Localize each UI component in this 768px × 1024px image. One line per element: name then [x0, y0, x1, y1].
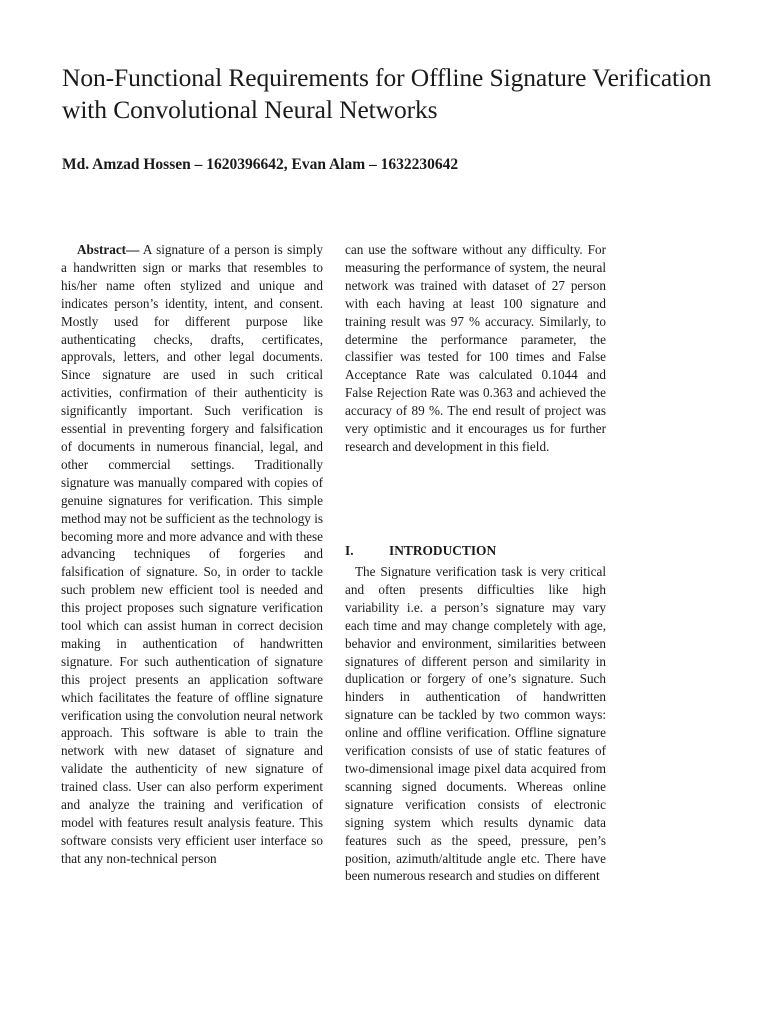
section-heading [345, 542, 606, 560]
paper-title: Non-Functional Requirements for Offline Signature Verification with Convolutional Neural Networks [62, 63, 712, 124]
abstract-paragraph [61, 241, 323, 868]
abstract-label: Abstract— [77, 242, 140, 257]
abstract-column-right [345, 241, 606, 456]
section-title: INTRODUCTION [389, 543, 497, 558]
abstract-text-left: A signature of a person is simply a handwritten sign or marks that resembles to his/her name often stylized and unique and indicates person’s identity, intent, and consent. Mostly used for different purpose like authenticating checks, drafts, certificates, approvals, letters, and other legal documents. Since signature are used in such critical activities, confirmation of their authenticity is significantly important. Such verification is essential in preventing forgery and falsification of documents in numerous financial, legal, and other commercial settings. Traditionally signature was manually compared with copies of genuine signatures for verification. This simple method may not be sufficient as the technology is becoming more and more advance and with these advancing techniques of forgeries and falsification of signature. So, in order to tackle such problem new efficient tool is needed and this project proposes such signature verification tool which can assist human in correct decision making in authentication of handwritten signature. For such authentication of signature this project presents an application software which facilitates the feature of offline signature verification using the convolution neural network approach. This software is able to train the network with new dataset of signature and validate the authenticity of new signature of trained class. User can also perform experiment and analyze the training and verification of model with features result analysis feature. This software consists very efficient user interface so that any non-technical person [61, 242, 323, 866]
author-line: Md. Amzad Hossen – 1620396642, Evan Alam – 1632230642 [62, 156, 459, 173]
abstract-text-right: can use the software without any difficulty. For measuring the performance of system, the neural network was trained with dataset of 27 person with each having at least 100 signature and training result was 97 % accuracy. Similarly, to determine the performance parameter, the classifier was tested for 100 times and False Acceptance Rate was calculated 0.1044 and False Rejection Rate was 0.363 and achieved the accuracy of 89 %. The end result of project was very optimistic and it encourages us for further research and development in this field. [345, 242, 606, 454]
introduction-text: The Signature verification task is very critical and often presents difficulties like high variability i.e. a person’s signature may vary each time and may change completely with age, behavior and environment, similarities between signatures of different person and similarity in duplication or forgery of one’s signature. Such hinders in authentication of handwritten signature can be tackled by two common ways: online and offline verification. Offline signature verification consists of use of static features of two-dimensional image pixel data acquired from scanning signed documents. Whereas online signature verification consists of electronic signing system which results dynamic data features such as the speed, pressure, pen’s position, azimuth/altitude angle etc. There have been numerous research and studies on different [345, 564, 606, 884]
abstract-column-left [61, 241, 323, 868]
section-number: I. [345, 543, 354, 558]
